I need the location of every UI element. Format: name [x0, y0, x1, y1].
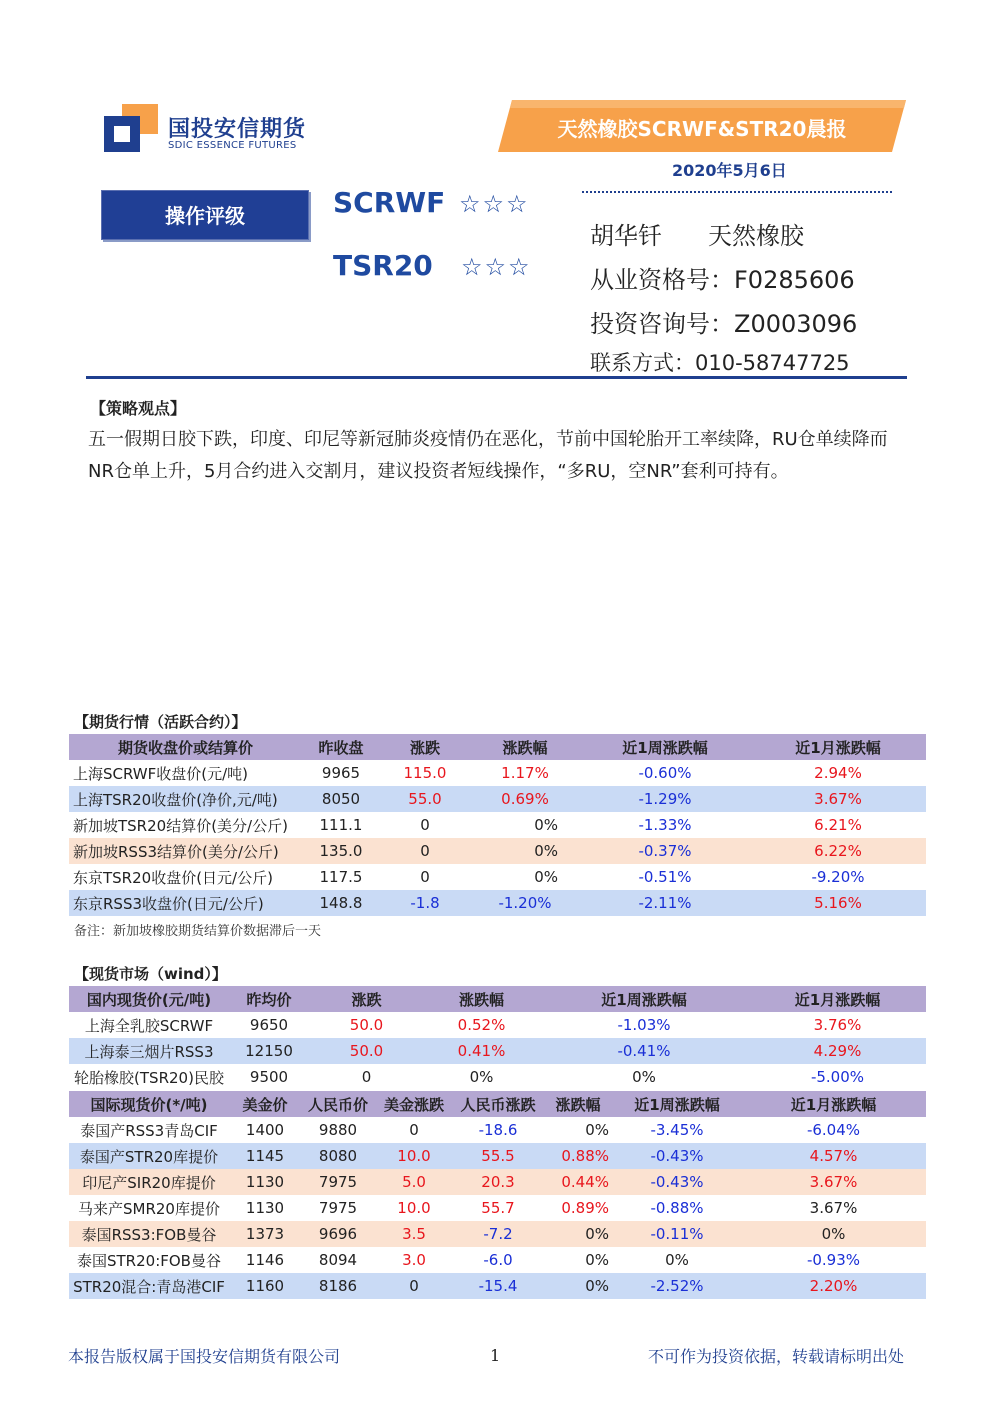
table-row: [69, 1117, 926, 1143]
table-cell: 9880: [301, 1117, 375, 1143]
table-cell: 8094: [301, 1247, 375, 1273]
table-cell: 7975: [301, 1169, 375, 1195]
table-row: [69, 838, 926, 864]
table-cell: 6.22%: [750, 838, 926, 864]
table-cell: -2.11%: [580, 890, 750, 916]
table-cell: 3.67%: [741, 1169, 926, 1195]
page-number: 1: [490, 1346, 501, 1365]
table-cell: 0%: [741, 1221, 926, 1247]
table-cell: 0.69%: [470, 786, 580, 812]
futures-header-cell: 涨跌幅: [470, 734, 580, 760]
table-cell: 上海全乳胶SCRWF: [69, 1012, 229, 1038]
table-cell: 10.0: [375, 1143, 453, 1169]
table-cell: 10.0: [375, 1195, 453, 1221]
rating-label: 操作评级: [101, 190, 309, 240]
spot-international-table: [69, 1091, 926, 1299]
table-cell: -0.43%: [613, 1143, 741, 1169]
table-cell: 上海SCRWF收盘价(元/吨): [69, 760, 302, 786]
table-cell: -0.41%: [539, 1038, 749, 1064]
table-cell: 6.21%: [750, 812, 926, 838]
table-cell: 0%: [424, 1064, 539, 1090]
table-row: [69, 1195, 926, 1221]
table-cell: 5.0: [375, 1169, 453, 1195]
table-cell: 马来产SMR20库提价: [69, 1195, 229, 1221]
strategy-title: 【策略观点】: [90, 399, 187, 418]
table-cell: 135.0: [302, 838, 380, 864]
table-cell: 12150: [229, 1038, 309, 1064]
table-cell: 3.5: [375, 1221, 453, 1247]
table-cell: 0: [380, 838, 470, 864]
table-cell: 泰国RSS3:FOB曼谷: [69, 1221, 229, 1247]
table-cell: 印尼产SIR20库提价: [69, 1169, 229, 1195]
table-row: [69, 864, 926, 890]
table-cell: -1.03%: [539, 1012, 749, 1038]
spot-header-cell: 国际现货价(*/吨): [69, 1091, 229, 1117]
table-row: [69, 786, 926, 812]
table-cell: -0.60%: [580, 760, 750, 786]
table-cell: 东京RSS3收盘价(日元/公斤): [69, 890, 302, 916]
table-row: [69, 1038, 926, 1064]
report-date: 2020年5月6日: [672, 161, 787, 180]
rating-product-scrwf: SCRWF: [333, 186, 446, 219]
spot-header-cell: 涨跌: [309, 986, 424, 1012]
table-cell: -6.0: [453, 1247, 543, 1273]
table-cell: 1373: [229, 1221, 301, 1247]
table-cell: 8080: [301, 1143, 375, 1169]
table-row: [69, 760, 926, 786]
table-cell: 0%: [613, 1247, 741, 1273]
table-cell: -2.52%: [613, 1273, 741, 1299]
table-cell: 1146: [229, 1247, 301, 1273]
table-cell: 泰国产RSS3青岛CIF: [69, 1117, 229, 1143]
table-cell: 1400: [229, 1117, 301, 1143]
table-cell: 55.0: [380, 786, 470, 812]
table-cell: -1.20%: [470, 890, 580, 916]
futures-title: 【期货行情（活跃合约）】: [74, 713, 247, 731]
table-row: [69, 1064, 926, 1090]
table-cell: 1130: [229, 1169, 301, 1195]
table-cell: 1145: [229, 1143, 301, 1169]
spot-header-cell: 近1周涨跌幅: [539, 986, 749, 1012]
report-title: 天然橡胶SCRWF&STR20晨报: [557, 117, 847, 141]
table-cell: 4.57%: [741, 1143, 926, 1169]
table-cell: 50.0: [309, 1038, 424, 1064]
futures-header-cell: 近1周涨跌幅: [580, 734, 750, 760]
table-cell: 0.41%: [424, 1038, 539, 1064]
table-cell: -7.2: [453, 1221, 543, 1247]
spot-header-cell: 人民币涨跌: [453, 1091, 543, 1117]
table-cell: -0.93%: [741, 1247, 926, 1273]
spot-header-cell: 近1月涨跌幅: [749, 986, 926, 1012]
table-cell: 8050: [302, 786, 380, 812]
table-cell: -0.11%: [613, 1221, 741, 1247]
spot-header-cell: 国内现货价(元/吨): [69, 986, 229, 1012]
table-cell: 上海TSR20收盘价(净价,元/吨): [69, 786, 302, 812]
table-cell: -0.37%: [580, 838, 750, 864]
table-cell: 0: [375, 1273, 453, 1299]
table-row: [69, 1012, 926, 1038]
table-cell: 111.1: [302, 812, 380, 838]
table-cell: 轮胎橡胶(TSR20)民胶: [69, 1064, 229, 1090]
table-cell: 0: [309, 1064, 424, 1090]
table-cell: 8186: [301, 1273, 375, 1299]
table-row: [69, 1143, 926, 1169]
spot-header-cell: 近1月涨跌幅: [741, 1091, 926, 1117]
futures-header-cell: 近1月涨跌幅: [750, 734, 926, 760]
table-cell: 0%: [543, 1117, 613, 1143]
spot-header-cell: 近1周涨跌幅: [613, 1091, 741, 1117]
table-cell: STR20混合:青岛港CIF: [69, 1273, 229, 1299]
futures-header-cell: 期货收盘价或结算价: [69, 734, 302, 760]
logo-english-name: SDIC ESSENCE FUTURES: [168, 140, 297, 151]
table-cell: 1130: [229, 1195, 301, 1221]
table-cell: -1.33%: [580, 812, 750, 838]
table-cell: 0.52%: [424, 1012, 539, 1038]
table-cell: 0%: [470, 838, 580, 864]
table-cell: -6.04%: [741, 1117, 926, 1143]
table-cell: 9965: [302, 760, 380, 786]
spot-title: 【现货市场（wind）】: [74, 965, 227, 983]
table-cell: 0%: [539, 1064, 749, 1090]
table-cell: 0.44%: [543, 1169, 613, 1195]
table-cell: 3.67%: [741, 1195, 926, 1221]
table-cell: 4.29%: [749, 1038, 926, 1064]
table-cell: 55.5: [453, 1143, 543, 1169]
table-cell: 2.20%: [741, 1273, 926, 1299]
rating-stars-tsr20: ☆☆☆: [461, 253, 532, 281]
table-cell: -18.6: [453, 1117, 543, 1143]
table-cell: 0.88%: [543, 1143, 613, 1169]
spot-header-cell: 涨跌幅: [543, 1091, 613, 1117]
futures-header-cell: 昨收盘: [302, 734, 380, 760]
table-cell: 0%: [470, 864, 580, 890]
table-cell: 9650: [229, 1012, 309, 1038]
table-cell: -15.4: [453, 1273, 543, 1299]
table-cell: 117.5: [302, 864, 380, 890]
dotted-divider: [582, 191, 892, 193]
table-cell: 3.0: [375, 1247, 453, 1273]
table-cell: -0.51%: [580, 864, 750, 890]
table-row: [69, 1247, 926, 1273]
spot-header-cell: 美金涨跌: [375, 1091, 453, 1117]
author-name: 胡华钎: [590, 222, 662, 250]
spot-header-cell: 人民币价: [301, 1091, 375, 1117]
spot-header-cell: 昨均价: [229, 986, 309, 1012]
table-cell: 泰国STR20:FOB曼谷: [69, 1247, 229, 1273]
table-cell: 泰国产STR20库提价: [69, 1143, 229, 1169]
company-logo-icon: [104, 104, 158, 152]
table-cell: 0%: [543, 1247, 613, 1273]
table-cell: 1160: [229, 1273, 301, 1299]
spot-domestic-table: [69, 986, 926, 1090]
spot-intl-header-row: [69, 1091, 926, 1117]
logo-chinese-name: 国投安信期货: [168, 117, 307, 142]
table-row: [69, 1169, 926, 1195]
spot-header-cell: 美金价: [229, 1091, 301, 1117]
author-contact: 联系方式：010-58747725: [590, 351, 850, 375]
table-row: [69, 812, 926, 838]
table-cell: -9.20%: [750, 864, 926, 890]
author-consulting-no: 投资咨询号：Z0003096: [590, 310, 858, 338]
table-cell: 20.3: [453, 1169, 543, 1195]
table-cell: 9696: [301, 1221, 375, 1247]
table-cell: 115.0: [380, 760, 470, 786]
table-row: [69, 1273, 926, 1299]
table-cell: 上海泰三烟片RSS3: [69, 1038, 229, 1064]
footer-disclaimer: 不可作为投资依据，转载请标明出处: [648, 1347, 905, 1366]
table-cell: 9500: [229, 1064, 309, 1090]
table-row: [69, 1221, 926, 1247]
table-cell: 7975: [301, 1195, 375, 1221]
table-cell: 0.89%: [543, 1195, 613, 1221]
table-cell: 0: [375, 1117, 453, 1143]
table-cell: 东京TSR20收盘价(日元/公斤): [69, 864, 302, 890]
table-cell: 0%: [543, 1273, 613, 1299]
table-cell: 148.8: [302, 890, 380, 916]
futures-note: 备注：新加坡橡胶期货结算价数据滞后一天: [74, 924, 322, 939]
table-cell: 1.17%: [470, 760, 580, 786]
author-qualification: 从业资格号：F0285606: [590, 266, 855, 294]
table-cell: -0.88%: [613, 1195, 741, 1221]
futures-header-cell: 涨跌: [380, 734, 470, 760]
table-cell: 0: [380, 812, 470, 838]
footer-copyright: 本报告版权属于国投安信期货有限公司: [68, 1347, 341, 1366]
strategy-text: 五一假期日胶下跌，印度、印尼等新冠肺炎疫情仍在恶化，节前中国轮胎开工率续降，RU仓单续降而NR仓单上升，5月合约进入交割月，建议投资者短线操作，“多RU，空NR”套利可持有。: [88, 429, 888, 482]
table-cell: 新加坡TSR20结算价(美分/公斤): [69, 812, 302, 838]
futures-table: [69, 734, 926, 916]
table-cell: 0: [380, 864, 470, 890]
table-cell: 0%: [470, 812, 580, 838]
rating-product-tsr20: TSR20: [333, 249, 433, 282]
rating-stars-scrwf: ☆☆☆: [459, 190, 530, 218]
table-cell: -0.43%: [613, 1169, 741, 1195]
table-cell: 55.7: [453, 1195, 543, 1221]
header-rule: [86, 376, 907, 379]
table-cell: 50.0: [309, 1012, 424, 1038]
author-field: 天然橡胶: [708, 222, 804, 250]
table-cell: 新加坡RSS3结算价(美分/公斤): [69, 838, 302, 864]
table-cell: -1.29%: [580, 786, 750, 812]
table-cell: 5.16%: [750, 890, 926, 916]
spot-domestic-header-row: [69, 986, 926, 1012]
table-cell: 2.94%: [750, 760, 926, 786]
table-cell: 3.67%: [750, 786, 926, 812]
spot-header-cell: 涨跌幅: [424, 986, 539, 1012]
futures-header-row: [69, 734, 926, 760]
table-cell: 0%: [543, 1221, 613, 1247]
table-row: [69, 890, 926, 916]
table-cell: 3.76%: [749, 1012, 926, 1038]
table-cell: -5.00%: [749, 1064, 926, 1090]
table-cell: -1.8: [380, 890, 470, 916]
table-cell: -3.45%: [613, 1117, 741, 1143]
